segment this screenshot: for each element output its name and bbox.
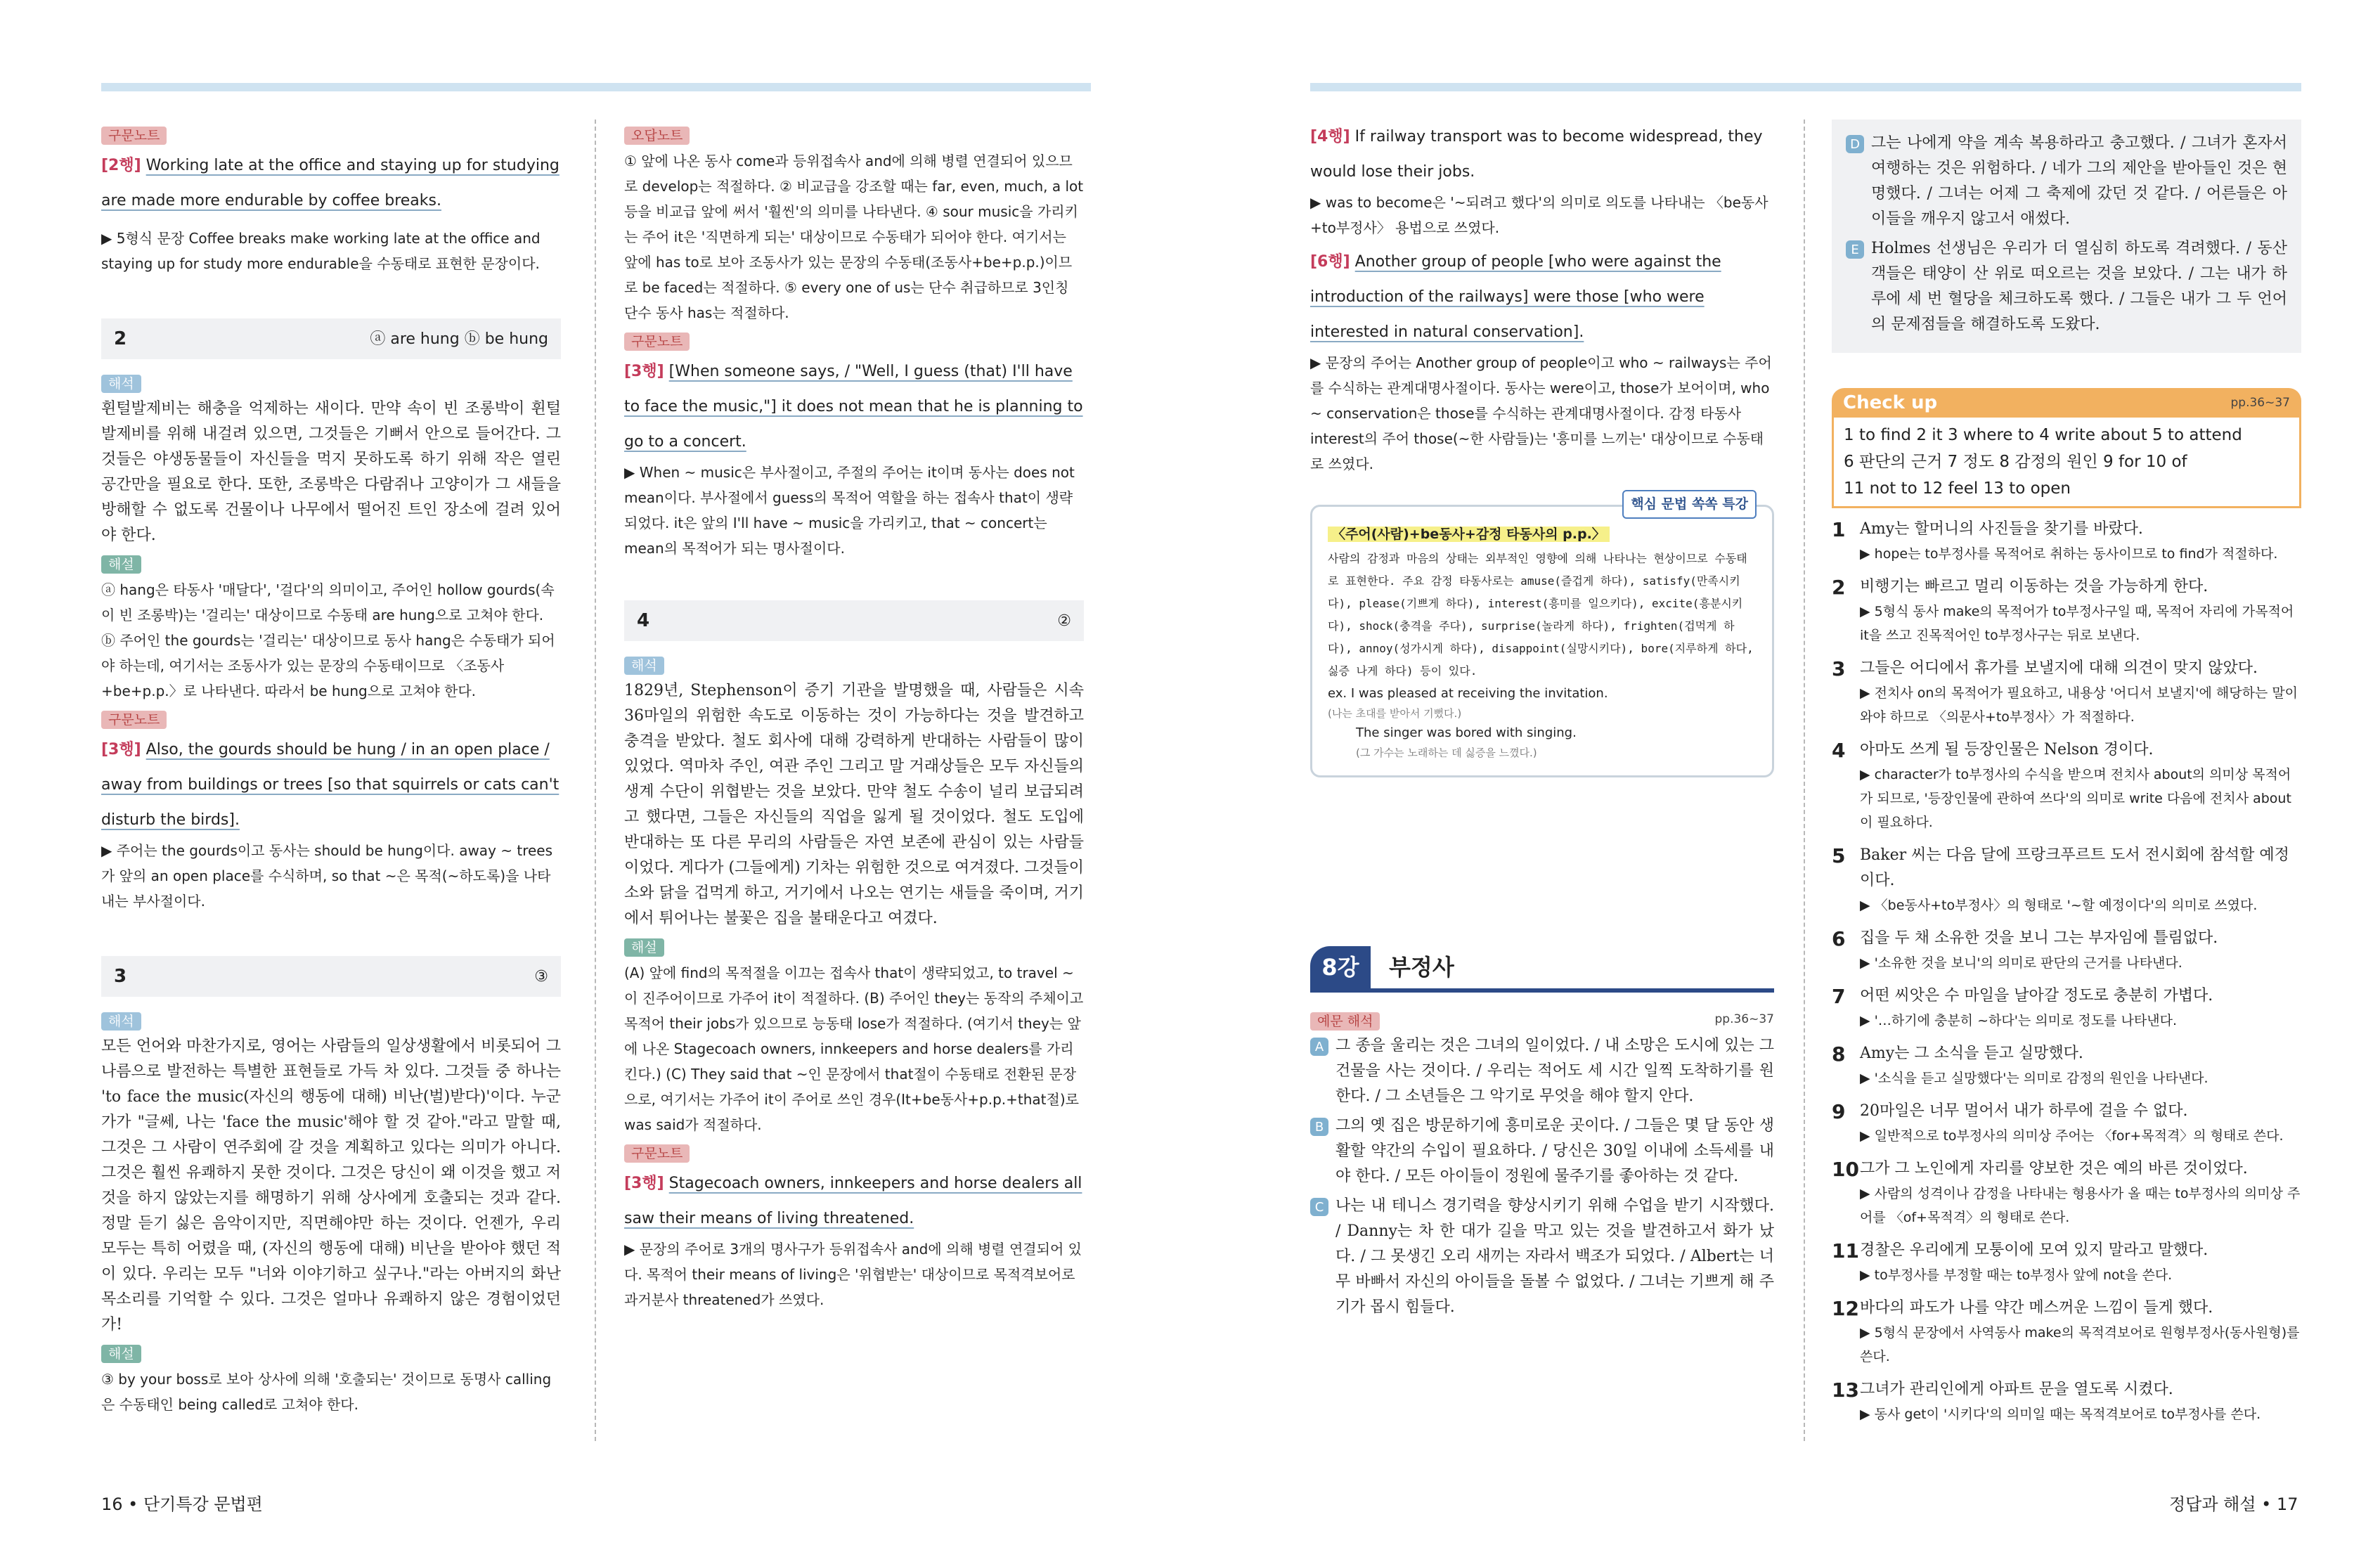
syntax-note-tag: 구문노트 xyxy=(101,711,167,729)
left-top-bar xyxy=(101,83,1091,91)
answer-number: 4 xyxy=(1832,739,1846,762)
syntax-note: ▶ 5형식 문장 Coffee breaks make working late at the office and staying up for study more endurable을 수동태로 표현한 문장이다. xyxy=(101,230,541,272)
answer-item xyxy=(1832,1296,2301,1369)
answer-translation: 그가 그 노인에게 자리를 양보한 것은 예의 바른 것이었다. xyxy=(1860,1160,2248,1177)
explanation-tag: 해설 xyxy=(101,1345,141,1363)
syntax-note-tag: 구문노트 xyxy=(624,1144,690,1163)
line-ref: [2행] xyxy=(101,157,141,174)
explanation-text: (A) 앞에 find의 목적절을 이끄는 접속사 that이 생략되었고, to travel ~이 진주어이므로 가주어 it이 적절하다. (B) 주어인 they는 동작의 주체이고 목적어 their jobs가 있으므로 능동태 lose가 적절하다. (여기서 they는 앞에 나온 Stagecoach owners, innkeepers and horse dealers를 가리킨다.) (C) They said that ~인 문장에서 that절이 수동태로 전환된 문장으로, 여기서는 가주어 it이 주어로 쓰인 경우(It+be동사+p.p.+that절)로 was said가 적절하다. xyxy=(624,964,1084,1133)
letter-c-icon: C xyxy=(1310,1198,1328,1216)
check-up-line: 6 판단의 근거 7 정도 8 감정의 원인 9 for 10 of xyxy=(1844,453,2187,471)
right-column-1 xyxy=(1310,120,1774,1324)
line-ref: [4행] xyxy=(1310,128,1350,146)
translation-text: 1829년, Stephenson이 증기 기관을 발명했을 때, 사람들은 시속 36마일의 위험한 속도로 이동하는 것이 가능하다는 것을 발견하고 충격을 받았다. 철도 회사에 대해 강력하게 반대하는 사람들이 많이 있었다. 역마차 주인, 여관 주인 그리고 말 거래상들은 모두 자신들의 생계 수단이 위협받는 것을 보았다. 만약 철도 수송이 널리 보급되려고 했다면, 그들은 자신들의 직업을 잃게 될 것이었다. 철도 도입에 반대하는 또 다른 무리의 사람들은 자연 보존에 관심이 있는 사람들이었다. 게다가 (그들에게) 기차는 위험한 것으로 여겨졌다. 그것들이 소와 닭을 겁먹게 하고, 거기에서 나오는 연기는 새들을 죽이며, 거기에서 튀어나는 불꽃은 집을 불태운다고 여겼다. xyxy=(624,682,1084,927)
answer-translation: 어떤 씨앗은 수 마일을 날아갈 정도로 충분히 가볍다. xyxy=(1860,987,2213,1005)
answer-number: 7 xyxy=(1832,985,1846,1008)
answer-number: 13 xyxy=(1832,1378,1859,1402)
answer-translation: 바다의 파도가 나를 약간 메스꺼운 느낌이 들게 했다. xyxy=(1860,1299,2213,1317)
right-top-bar xyxy=(1310,83,2301,91)
answer-item xyxy=(1832,843,2301,917)
answer-item xyxy=(1832,1099,2301,1148)
answer-item xyxy=(1832,1377,2301,1426)
answer-number: 9 xyxy=(1832,1100,1846,1123)
syntax-note: ▶ was to become은 '~되려고 했다'의 의미로 의도를 나타내는 〈be동사+to부정사〉 용법으로 쓰였다. xyxy=(1310,194,1768,236)
answer-item xyxy=(1832,926,2301,975)
lesson-number: 8강 xyxy=(1310,946,1371,988)
right-column-divider xyxy=(1804,120,1805,1441)
answer-number: 6 xyxy=(1832,927,1846,950)
syntax-note-tag: 구문노트 xyxy=(101,127,167,145)
translation-text: 휜털발제비는 해충을 억제하는 새이다. 만약 속이 빈 조롱박이 휜털발제비를 위해 내걸려 있으면, 그것들은 기뻐서 안으로 들어간다. 그것들은 야생동물들이 자신들을 먹지 못하도록 하기 위해 작은 열린 공간만을 필요로 한다. 또한, 조롱박은 다람쥐나 고양이가 그 새들을 방해할 수 없도록 건물이나 나무에서 떨어진 트인 장소에 걸려 있어야 한다. xyxy=(101,400,561,544)
page-footer-right: 정답과 해설 • 17 xyxy=(2169,1494,2298,1514)
answer-translation: 그녀가 관리인에게 아파트 문을 열도록 시켰다. xyxy=(1860,1381,2173,1398)
answer-explanation: ▶ '소식을 듣고 실망했다'는 의미로 감정의 원인을 나타낸다. xyxy=(1860,1071,2208,1086)
answer-explanation: ▶ 동사 get이 '시키다'의 의미일 때는 목적격보어로 to부정사를 쓴다. xyxy=(1860,1407,2261,1422)
answer-translation: 집을 두 채 소유한 것을 보니 그는 부자임에 틀림없다. xyxy=(1860,929,2218,947)
explanation-tag: 해설 xyxy=(101,555,141,574)
answer-explanation: ▶ '…하기에 충분히 ~하다'는 의미로 정도를 나타낸다. xyxy=(1860,1013,2177,1028)
answer-translation: 20마일은 너무 멀어서 내가 하루에 걸을 수 없다. xyxy=(1860,1102,2188,1120)
right-column-2 xyxy=(1832,120,2301,1426)
answer-explanation: ▶ 5형식 동사 make의 목적어가 to부정사구일 때, 목적어 자리에 가목적어 it을 쓰고 진목적어인 to부정사구는 뒤로 보낸다. xyxy=(1860,604,2294,643)
example-continued-box xyxy=(1832,120,2301,353)
explanation-text: ③ by your boss로 보아 상사에 의해 '호출되는' 것이므로 동명사 calling은 수동태인 being called로 고쳐야 한다. xyxy=(101,1371,552,1413)
answer-item xyxy=(1832,1041,2301,1090)
check-up-pages: pp.36~37 xyxy=(2230,395,2290,410)
check-up-answers xyxy=(1832,418,2301,508)
answer-translation: Amy는 그 소식을 듣고 실망했다. xyxy=(1860,1045,2083,1062)
letter-d-icon: D xyxy=(1846,135,1864,153)
lesson-title: 부정사 xyxy=(1389,953,1454,981)
syntax-note: ▶ When ~ music은 부사절이고, 주절의 주어는 it이며 동사는 does not mean이다. 부사절에서 guess의 목적어 역할을 하는 접속사 that이 생략되었다. it은 앞의 I'll have ~ music을 가리키고, that ~ concert는 mean의 목적어가 되는 명사절이다. xyxy=(624,464,1075,557)
line-ref: [3행] xyxy=(624,1175,664,1192)
question-answer: ③ xyxy=(534,967,548,986)
grammar-tip-box xyxy=(1310,496,1774,777)
answer-number: 10 xyxy=(1832,1158,1859,1181)
answer-item xyxy=(1832,737,2301,834)
syntax-sentence: Working late at the office and staying up for studying are made more endurable by coffee breaks. xyxy=(101,157,560,209)
question-number: 2 xyxy=(114,328,127,349)
answer-number: 8 xyxy=(1832,1042,1846,1066)
example-block-c: C 나는 내 테니스 경기력을 향상시키기 위해 수업을 받기 시작했다. / Danny는 차 한 대가 길을 막고 있는 것을 발견하고서 화가 났다. / 그 못생긴 오리 새끼는 자라서 백조가 되었다. / Albert는 너무 바빠서 자신의 아이들을 돌볼 수 없었다. / 그녀는 기쁘게 해 주기가 몹시 힘들다. xyxy=(1310,1194,1774,1320)
check-up-line: 11 not to 12 feel 13 to open xyxy=(1844,479,2071,498)
answer-explanation: ▶ hope는 to부정사를 목적어로 취하는 동사이므로 to find가 적절하다. xyxy=(1860,546,2278,562)
question-answer: ② xyxy=(1057,612,1071,630)
answer-item xyxy=(1832,574,2301,647)
answer-translation: Amy는 할머니의 사진들을 찾기를 바랐다. xyxy=(1860,520,2143,538)
answer-explanation: ▶ 〈be동사+to부정사〉의 형태로 '~할 예정이다'의 의미로 쓰였다. xyxy=(1860,898,2258,913)
grammar-tip-example-translation: (그 가수는 노래하는 데 싫증을 느꼈다.) xyxy=(1356,747,1537,759)
translation-text: 모든 언어와 마찬가지로, 영어는 사람들의 일상생활에서 비롯되어 그 나름으로 발전하는 특별한 표현들로 가득 차 있다. 그것들 중 하나는 'to face the music(자신의 행동에 대해) 비난(벌)받다)'이다. 누군가가 "글쎄, 나는 'face the music'해야 할 것 같아."라고 말할 때, 그것은 그 사람이 연주회에 갈 것을 계획하고 있다는 의미가 아니다. 그것은 훨씬 유쾌하지 못한 것이다. 그것은 당신이 왜 이것을 했고 저것을 하지 않았는지를 해명하기 위해 상사에게 호출되는 것과 같다. 정말 듣기 싫은 음악이지만, 직면해야만 하는 것이다. 언젠가, 우리 모두는 특히 어렸을 때, (자신의 행동에 대해) 비난을 받아야 했던 적이 있다. 우리는 모두 "너와 이야기하고 싶구나."라는 아버지의 화난 목소리를 기억할 수 있다. 그것은 얼마나 유쾌하지 않은 경험이었던가! xyxy=(101,1038,561,1333)
left-column-1 xyxy=(101,120,561,1417)
answer-number: 1 xyxy=(1832,518,1846,541)
grammar-tip-header: 핵심 문법 쏙쏙 특강 xyxy=(1622,490,1757,519)
syntax-note: ▶ 문장의 주어로 3개의 명사구가 등위접속사 and에 의해 병렬 연결되어 있다. 목적어 their means of living은 '위협받는' 대상이므로 목적격보어로 과거분사 threatened가 쓰였다. xyxy=(624,1241,1082,1308)
answer-explanation: ▶ 사람의 성격이나 감정을 나타내는 형용사가 올 때는 to부정사의 의미상 주어를 〈of+목적격〉의 형태로 쓴다. xyxy=(1860,1186,2301,1225)
letter-a-icon: A xyxy=(1310,1038,1328,1056)
answer-explanation: ▶ 전치사 on의 목적어가 필요하고, 내용상 '어디서 보낼지'에 해당하는 말이 와야 하므로 〈의문사+to부정사〉가 적절하다. xyxy=(1860,685,2298,725)
question-header xyxy=(101,956,561,997)
answer-item xyxy=(1832,983,2301,1033)
left-column-2 xyxy=(624,120,1084,1312)
answer-item xyxy=(1832,656,2301,729)
answer-number: 11 xyxy=(1832,1239,1859,1262)
syntax-note: ▶ 문장의 주어는 Another group of people이고 who ~ railways는 주어를 수식하는 관계대명사절이다. 동사는 were이고, those가 보어이며, who ~ conservation은 those를 수식하는 관계대명사절이다. 감정 타동사 interest의 주어 those(~한 사람들)는 '흥미를 느끼는' 대상이므로 수동태로 쓰였다. xyxy=(1310,354,1772,472)
grammar-tip-title: 〈주어(사람)+be동사+감정 타동사의 p.p.〉 xyxy=(1328,527,1610,542)
answer-list xyxy=(1832,517,2301,1426)
question-answer: ⓐ are hung ⓑ be hung xyxy=(370,330,548,348)
question-header xyxy=(624,600,1084,641)
wrong-answer-note-tag: 오답노트 xyxy=(624,127,690,145)
grammar-tip-body: 사람의 감정과 마음의 상태는 외부적인 영향에 의해 나타나는 현상이므로 수동태로 표현한다. 주요 감정 타동사로는 amuse(즐겁게 하다), satisfy(만족시키다), please(기쁘게 하다), interest(흥미를 일으키다), excite(흥분시키다), shock(충격을 주다), surprise(놀라게 하다), frighten(겁먹게 하다), annoy(성가시게 하다), disappoint(실망시키다), bore(지루하게 하다, 싫증 나게 하다) 등이 있다. xyxy=(1328,552,1754,678)
answer-item xyxy=(1832,517,2301,566)
translation-tag: 해석 xyxy=(101,1012,141,1031)
syntax-sentence: If railway transport was to become widespread, they would lose their jobs. xyxy=(1310,128,1763,181)
line-ref: [6행] xyxy=(1310,253,1350,271)
syntax-sentence: [When someone says, / "Well, I guess (that) I'll have to face the music,"] it does not mean that he is planning to go to a concert. xyxy=(624,363,1083,451)
page-range: pp.36~37 xyxy=(1714,1012,1774,1026)
answer-explanation: ▶ to부정사를 부정할 때는 to부정사 앞에 not을 쓴다. xyxy=(1860,1267,2173,1283)
answer-translation: 그들은 어디에서 휴가를 보낼지에 대해 의견이 맞지 않았다. xyxy=(1860,659,2258,677)
answer-number: 5 xyxy=(1832,844,1846,867)
letter-b-icon: B xyxy=(1310,1118,1328,1136)
answer-explanation: ▶ character가 to부정사의 수식을 받으며 전치사 about의 의미상 목적어가 되므로, '등장인물에 관하여 쓰다'의 의미로 write 다음에 전치사 about이 필요하다. xyxy=(1860,767,2291,830)
answer-translation: 아마도 쓰게 될 등장인물은 Nelson 경이다. xyxy=(1860,741,2154,758)
translation-tag: 해석 xyxy=(101,375,141,393)
syntax-sentence: Also, the gourds should be hung / in an open place / away from buildings or trees [so that squirrels or cats can't disturb the birds]. xyxy=(101,741,560,829)
example-translation-tag: 예문 해석 xyxy=(1310,1012,1380,1031)
grammar-tip-example: ex. I was pleased at receiving the invitation. xyxy=(1328,686,1608,701)
answer-number: 12 xyxy=(1832,1297,1859,1320)
check-up-title: Check up xyxy=(1843,392,1938,413)
answer-translation: Baker 씨는 다음 달에 프랑크푸르트 도서 전시회에 참석할 예정이다. xyxy=(1860,846,2289,889)
grammar-tip-example-translation: (나는 초대를 받아서 기뻤다.) xyxy=(1328,707,1462,720)
check-up-header xyxy=(1832,388,2301,418)
lesson-header xyxy=(1310,946,1774,993)
syntax-note-tag: 구문노트 xyxy=(624,332,690,351)
wrong-answer-note: ① 앞에 나온 동사 come과 등위접속사 and에 의해 병렬 연결되어 있으므로 develop는 적절하다. ② 비교급을 강조할 때는 far, even, much, a lot 등을 비교급 앞에 써서 '훨씬'의 의미를 나타낸다. ④ sour music을 가리키는 주어 it은 '직면하게 되는' 대상이므로 수동태가 되어야 한다. 여기서는 앞에 has to로 보아 조동사가 있는 문장의 수동태(조동사+be+p.p.)이므로 be faced는 적절하다. ⑤ every one of us는 단수 취급하므로 3인칭 단수 동사 has는 적절하다. xyxy=(624,153,1084,321)
answer-translation: 비행기는 빠르고 멀리 이동하는 것을 가능하게 한다. xyxy=(1860,578,2208,595)
answer-explanation: ▶ 일반적으로 to부정사의 의미상 주어는 〈for+목적격〉의 형태로 쓴다. xyxy=(1860,1128,2284,1144)
grammar-tip-example: The singer was bored with singing. xyxy=(1356,725,1577,740)
syntax-note: ▶ 주어는 the gourds이고 동사는 should be hung이다. away ~ trees가 앞의 an open place를 수식하며, so that ~은 목적(~하도록)을 나타내는 부사절이다. xyxy=(101,842,553,910)
example-block-e: E Holmes 선생님은 우리가 더 열심히 하도록 격려했다. / 동산객들은 태양이 산 위로 떠오르는 것을 보았다. / 그는 내가 하루에 세 번 혈당을 체크하도록 했다. / 그들은 내가 그 두 언어의 문제점들을 해결하도록 도왔다. xyxy=(1846,236,2287,337)
left-column-divider xyxy=(595,120,596,1441)
answer-item xyxy=(1832,1156,2301,1229)
example-block-d: D 그는 나에게 약을 계속 복용하라고 충고했다. / 그녀가 혼자서 여행하는 것은 위험하다. / 네가 그의 제안을 받아들인 것은 현명했다. / 그녀는 어제 그 축제에 갔던 것 같다. / 어른들은 아이들을 깨우지 않고서 애썼다. xyxy=(1846,131,2287,232)
question-number: 4 xyxy=(637,609,650,631)
translation-tag: 해석 xyxy=(624,657,664,675)
answer-explanation: ▶ 5형식 문장에서 사역동사 make의 목적격보어로 원형부정사(동사원형)를 쓴다. xyxy=(1860,1325,2300,1364)
answer-explanation: ▶ '소유한 것을 보니'의 의미로 판단의 근거를 나타낸다. xyxy=(1860,955,2182,971)
example-block-b: B 그의 옛 집은 방문하기에 흥미로운 곳이다. / 그들은 몇 달 동안 생활할 약간의 수입이 필요하다. / 당신은 30일 이내에 소득세를 내야 한다. / 모든 아이들이 정원에 물주기를 좋아하는 것 같다. xyxy=(1310,1113,1774,1189)
answer-translation: 경찰은 우리에게 모퉁이에 모여 있지 말라고 말했다. xyxy=(1860,1241,2208,1259)
syntax-sentence: Another group of people [who were against the introduction of the railways] were those [who were interested in natural conservation]. xyxy=(1310,253,1721,341)
line-ref: [3행] xyxy=(101,741,141,758)
explanation-tag: 해설 xyxy=(624,938,664,957)
syntax-sentence: Stagecoach owners, innkeepers and horse dealers all saw their means of living threatened. xyxy=(624,1175,1082,1227)
example-block-a: A 그 종을 울리는 것은 그녀의 일이었다. / 내 소망은 도시에 있는 그 건물을 사는 것이다. / 우리는 적어도 세 시간 일찍 도착하기를 원한다. / 그 소년들은 그 악기로 무엇을 해야 할지 안다. xyxy=(1310,1033,1774,1109)
line-ref: [3행] xyxy=(624,363,664,380)
question-number: 3 xyxy=(114,965,127,987)
letter-e-icon: E xyxy=(1846,240,1864,259)
check-up-line: 1 to find 2 it 3 where to 4 write about 5 to attend xyxy=(1844,426,2242,444)
page-footer-left: 16 • 단기특강 문법편 xyxy=(101,1494,263,1514)
explanation-text: ⓐ hang은 타동사 '매달다', '걸다'의 의미이고, 주어인 hollow gourds(속이 빈 조롱박)는 '걸리는' 대상이므로 수동태 are hung으로 고쳐야 한다. ⓑ 주어인 the gourds는 '걸리는' 대상이므로 동사 hang은 수동태가 되어야 하는데, 여기서는 조동사가 있는 문장의 수동태이므로 〈조동사+be+p.p.〉로 나타낸다. 따라서 be hung으로 고쳐야 한다. xyxy=(101,581,555,699)
question-header xyxy=(101,318,561,359)
answer-number: 2 xyxy=(1832,576,1846,599)
answer-item xyxy=(1832,1238,2301,1287)
answer-number: 3 xyxy=(1832,657,1846,680)
